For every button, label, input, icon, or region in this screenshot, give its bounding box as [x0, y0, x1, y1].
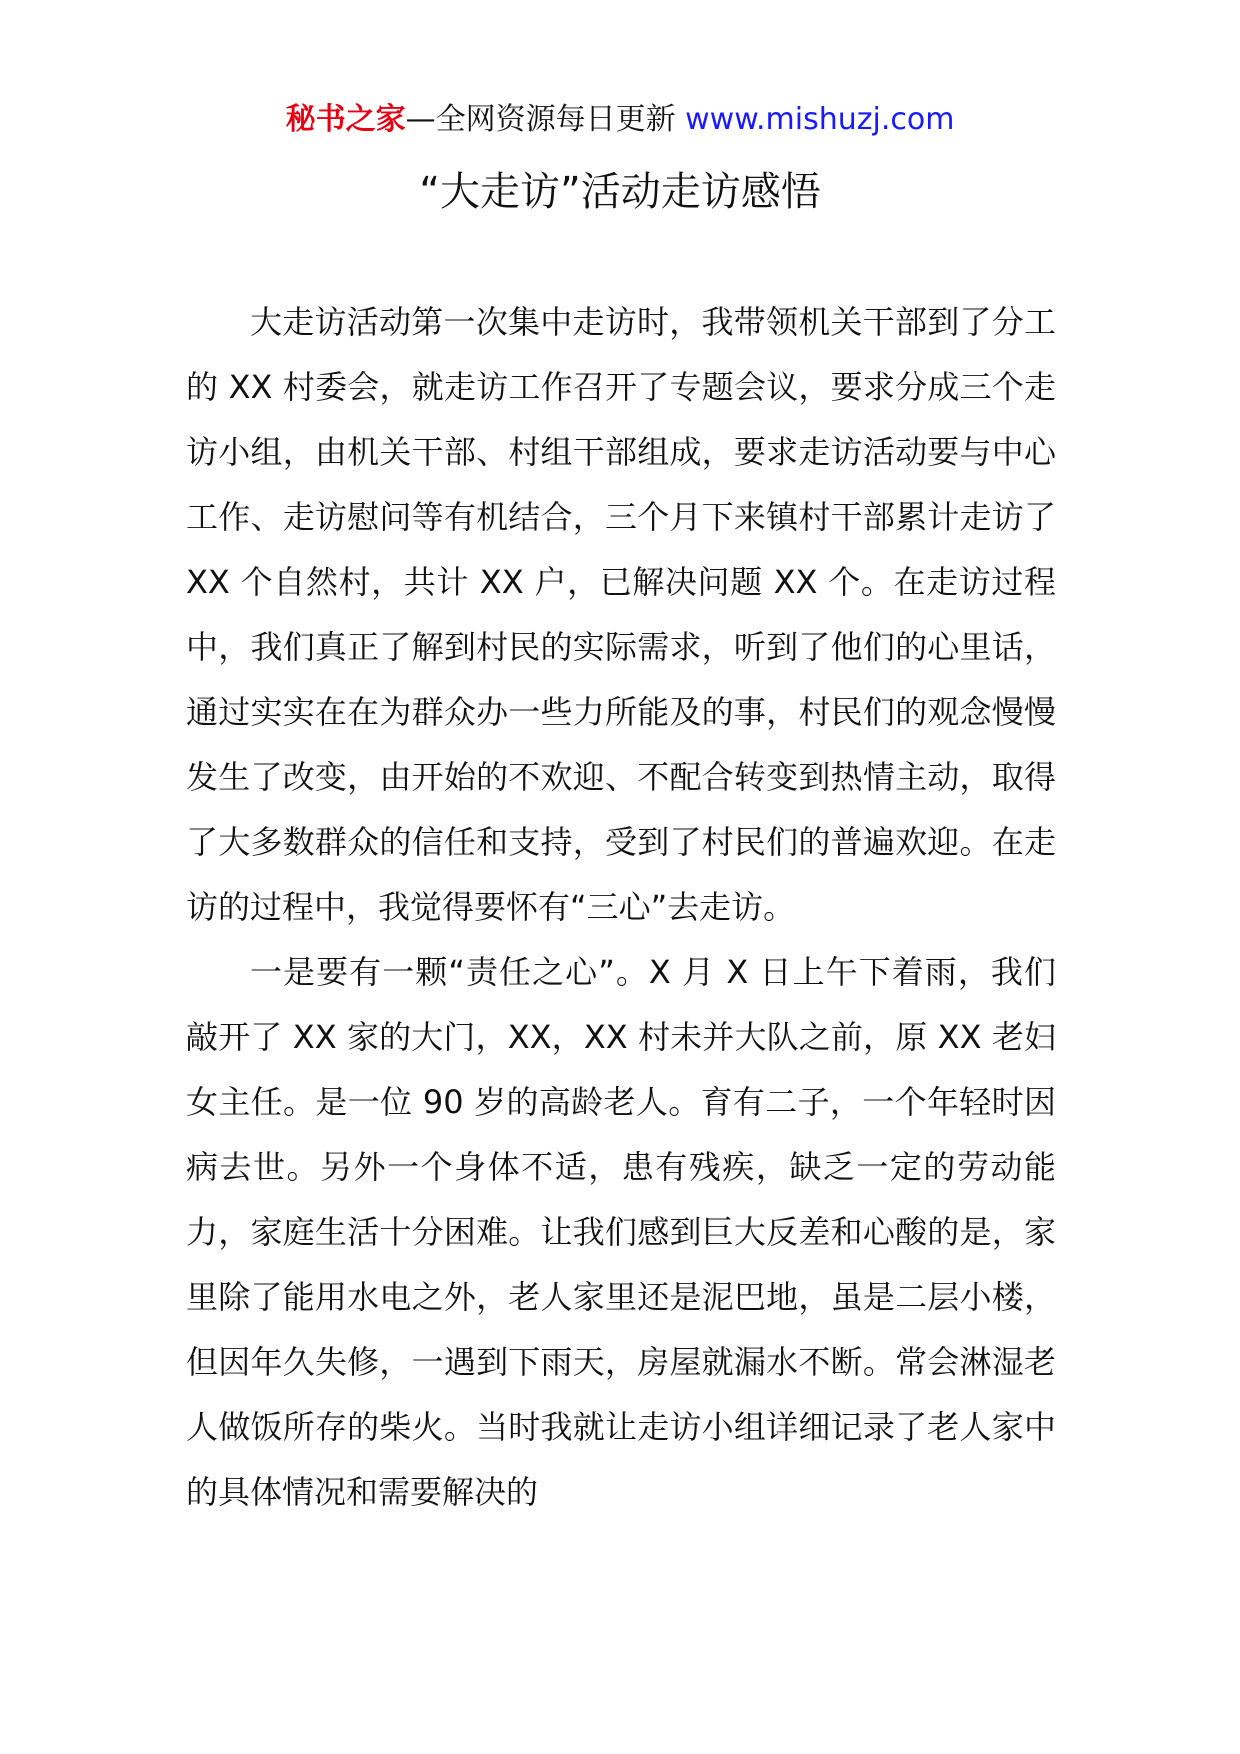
paragraph: 一是要有一颗“责任之心”。X 月 X 日上午下着雨，我们敲开了 XX 家的大门，XX，XX 村未并大队之前，原 XX 老妇女主任。是一位 90 岁的高龄老人。育有二子，一个年轻时因病去世。另外一个身体不适，患有残疾，缺乏一定的劳动能力，家庭生活十分困难。让我们感到巨大反差和心酸的是，家里除了能用水电之外，老人家里还是泥巴地，虽是二层小楼，但因年久失修，一遇到下雨天，房屋就漏水不断。常会淋湿老人做饭所存的柴火。当时我就让走访小组详细记录了老人家中的具体情况和需要解决的: [186, 953, 1056, 1511]
paragraph: 大走访活动第一次集中走访时，我带领机关干部到了分工的 XX 村委会，就走访工作召开了专题会议，要求分成三个走访小组，由机关干部、村组干部组成，要求走访活动要与中心工作、走访慰问等有机结合，三个月下来镇村干部累计走访了 XX 个自然村，共计 XX 户，已解决问题 XX 个。在走访过程中，我们真正了解到村民的实际需求，听到了他们的心里话，通过实实在在为群众办一些力所能及的事，村民们的观念慢慢发生了改变，由开始的不欢迎、不配合转变到热情主动，取得了大多数群众的信任和支持，受到了村民们的普遍欢迎。在走访的过程中，我觉得要怀有“三心”去走访。: [186, 303, 1056, 926]
document-title: “大走访”活动走访感悟: [419, 169, 821, 215]
document-body: [186, 290, 1056, 1525]
header-tagline: —全网资源每日更新: [405, 102, 686, 137]
brand-name: 秘书之家: [285, 102, 406, 137]
site-url[interactable]: www.mishuzj.com: [685, 102, 955, 137]
site-header: [0, 100, 1240, 140]
